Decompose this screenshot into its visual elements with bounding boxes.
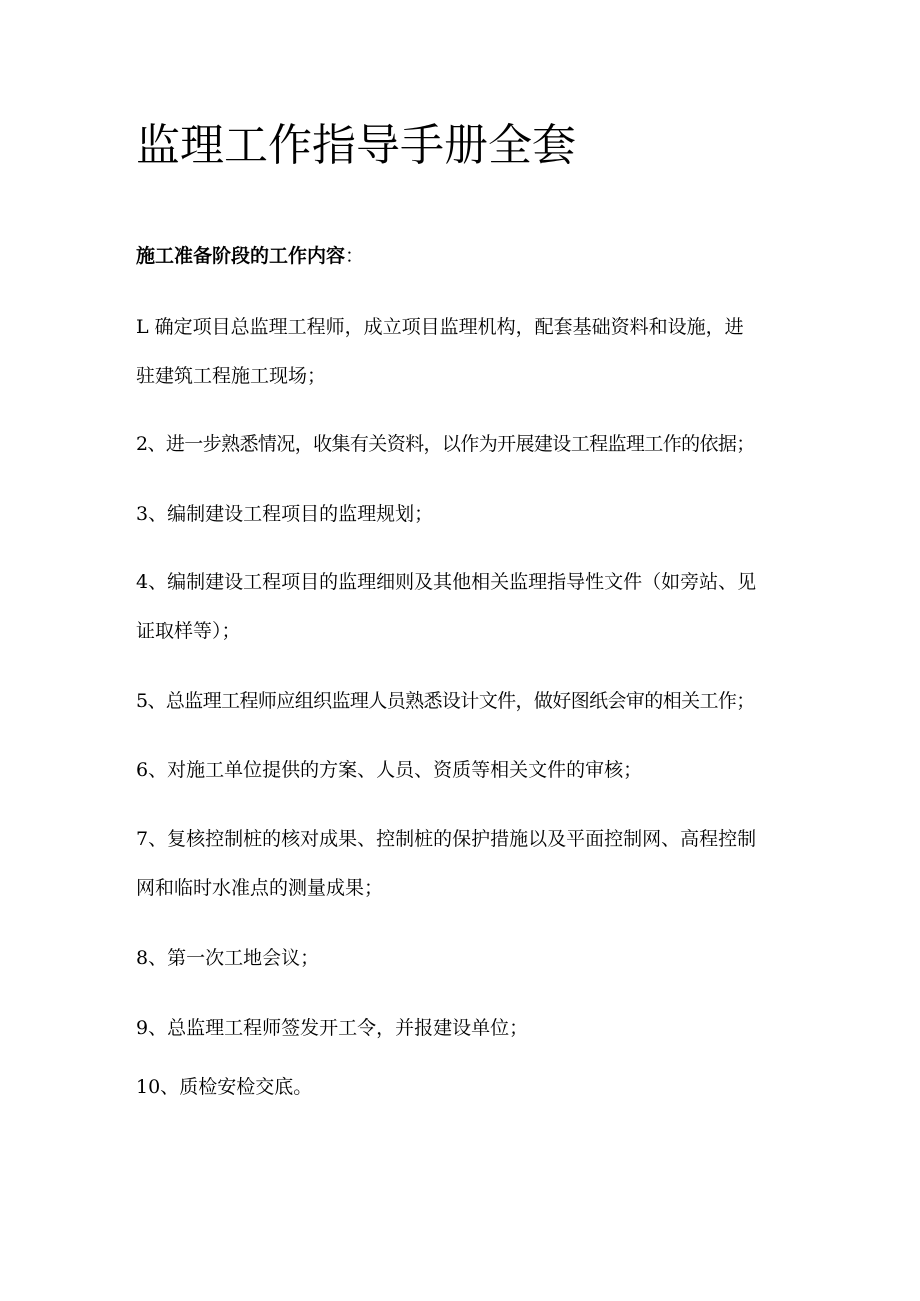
- list-item-5: [136, 687, 755, 715]
- list-item-2: [136, 430, 755, 458]
- list-item-text: 进一步熟悉情况，收集有关资料，以作为开展建设工程监理工作的依据；: [165, 433, 755, 455]
- list-item-10: [136, 1073, 312, 1101]
- list-item-4-line-1: [136, 568, 756, 596]
- list-item-text: 质检安检交底。: [179, 1076, 313, 1098]
- list-item-8: [136, 944, 319, 972]
- list-item-text: 编制建设工程项目的监理细则及其他相关监理指导性文件（如旁站、见: [167, 571, 757, 593]
- list-item-number: 9、: [136, 1017, 168, 1039]
- list-item-number: 4、: [136, 571, 168, 593]
- list-item-9: [136, 1014, 528, 1042]
- list-item-number: 10、: [136, 1076, 180, 1098]
- list-item-text: 总监理工程师签发开工令，并报建设单位；: [167, 1017, 529, 1039]
- document-title: 监理工作指导手册全套: [136, 120, 576, 171]
- list-item-text: 编制建设工程项目的监理规划；: [167, 503, 434, 525]
- list-item-7-line-2: 网和临时水准点的测量成果；: [136, 877, 384, 899]
- list-item-number: 5、: [136, 690, 166, 712]
- list-item-4-line-2: 证取样等）；: [136, 620, 241, 642]
- section-heading-colon: ：: [345, 245, 365, 267]
- list-item-text: 确定项目总监理工程师，成立项目监理机构，配套基础资料和设施，进: [154, 316, 744, 338]
- list-item-number: 7、: [136, 828, 168, 850]
- list-item-text: 第一次工地会议；: [167, 947, 320, 969]
- list-item-3: [136, 500, 433, 528]
- list-item-text: 复核控制桩的核对成果、控制桩的保护措施以及平面控制网、高程控制: [167, 828, 757, 850]
- list-item-number: 2、: [136, 433, 166, 455]
- list-item-7-line-1: [136, 825, 756, 853]
- section-heading-text: 施工准备阶段的工作内容: [136, 245, 346, 267]
- list-item-number: L: [136, 316, 149, 338]
- list-item-number: 3、: [136, 503, 168, 525]
- list-item-text: 总监理工程师应组织监理人员熟悉设计文件，做好图纸会审的相关工作；: [165, 690, 755, 712]
- list-item-number: 6、: [136, 759, 168, 781]
- section-heading: [136, 242, 364, 270]
- list-item-1-line-2: 驻建筑工程施工现场；: [136, 365, 327, 387]
- list-item-text: 对施工单位提供的方案、人员、资质等相关文件的审核；: [167, 759, 643, 781]
- list-item-1-line-1: [136, 313, 744, 341]
- list-item-number: 8、: [136, 947, 168, 969]
- list-item-6: [136, 756, 642, 784]
